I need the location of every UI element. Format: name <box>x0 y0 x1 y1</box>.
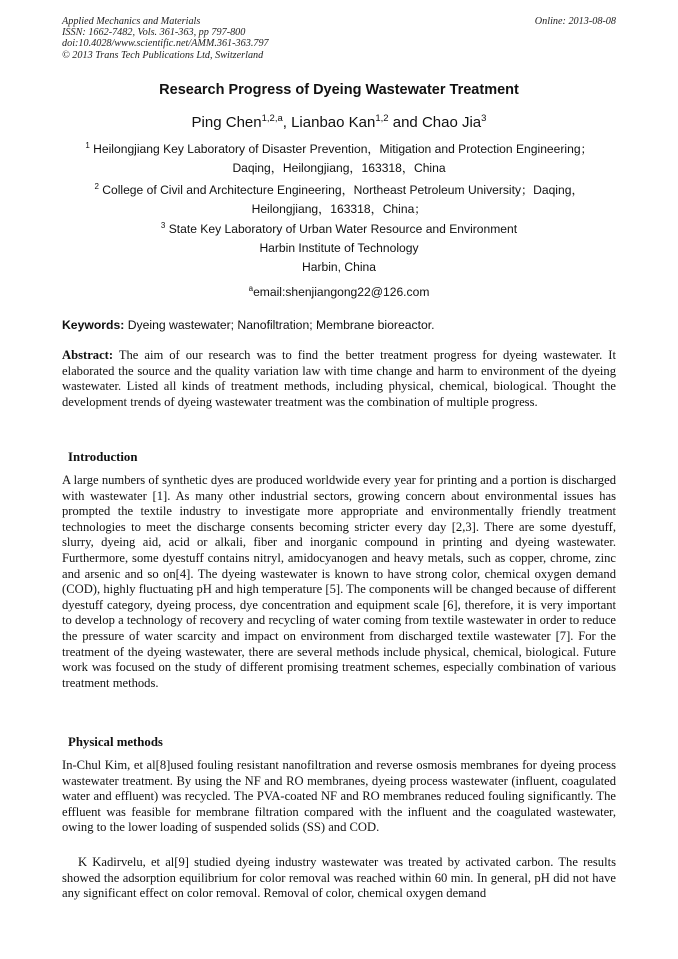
abstract-text: The aim of our research was to find the better treatment progress for dyeing wastewater. It elaborated the source and the quality variation law with time change and harm to environment of the dyeing wastewater. Listed all kinds of treatment methods, including physical, chemical, biological. Thought the development trends of dyeing wastewater treatment was the combination of multiple progress. <box>62 348 616 409</box>
author-separator: and <box>388 114 422 131</box>
affiliation-line: Heilongjiang，163318，China； <box>251 202 427 217</box>
section-heading-physical-methods: Physical methods <box>68 735 163 749</box>
affiliation-1 <box>62 136 616 178</box>
author-email: email:shenjiangong22@126.com <box>253 285 430 300</box>
physical-methods-paragraph-1: In-Chul Kim, et al[8]used fouling resistant nanofiltration and reverse osmosis membranes for dyeing process wastewater treatment. By using the NF and RO membranes, dyeing process wastewater (influent, coagulated water and effluent) was recycled. The PVA-coated NF and RO membranes reduced fouling significantly. The effluent was feasible for membrane filtration compared with the influent and the coagulated wastewater, owing to the lower loading of suspended solids (SS) and COD. <box>62 758 616 835</box>
affiliation-line <box>62 216 616 239</box>
affiliation-line <box>62 177 616 200</box>
journal-name: Applied Mechanics and Materials <box>62 16 201 27</box>
email-marker: a <box>248 284 254 294</box>
issn-line: ISSN: 1662-7482, Vols. 361-363, pp 797-800 <box>62 27 246 39</box>
journal-header <box>62 16 616 61</box>
affiliation-line: Harbin, China <box>302 260 376 275</box>
physical-methods-paragraph-2: K Kadirvelu, et al[9] studied dyeing industry wastewater was treated by activated carbon. The results showed the adsorption equilibrium for color removal was reached within 60 min. In general, pH did not have any significant effect on color removal. Removal of color, chemical oxygen demand <box>62 855 616 901</box>
affiliation-marker: 3 <box>160 221 166 230</box>
paper-title: Research Progress of Dyeing Wastewater Treatment <box>159 82 519 98</box>
copyright-line: © 2013 Trans Tech Publications Ltd, Switzerland <box>62 49 264 61</box>
affiliation-line <box>62 136 616 159</box>
author-name: Lianbao Kan <box>291 114 376 131</box>
affiliation-text: College of Civil and Architecture Engineering，Northeast Petroleum University；Daqing， <box>98 183 584 198</box>
affiliation-line: Daqing，Heilongjiang，163318，China <box>232 161 446 176</box>
author-name: Ping Chen <box>191 114 262 131</box>
affiliation-marker: 1 <box>85 141 90 150</box>
online-date: Online: 2013-08-08 <box>534 16 616 27</box>
keywords-label: Keywords: <box>62 318 125 332</box>
keywords-text: Dyeing wastewater; Nanofiltration; Membrane bioreactor. <box>124 318 435 332</box>
keywords <box>62 318 616 332</box>
section-heading-introduction: Introduction <box>68 450 138 464</box>
doi-line: doi:10.4028/www.scientific.net/AMM.361-363.797 <box>62 38 269 50</box>
abstract-label: Abstract: <box>62 348 114 362</box>
email-line <box>62 279 616 302</box>
author-list <box>62 113 616 131</box>
author-separator: , <box>282 114 292 131</box>
author-superscript: 1,2,a <box>261 113 283 124</box>
affiliation-text: State Key Laboratory of Urban Water Resource and Environment <box>165 222 518 237</box>
affiliation-2 <box>62 177 616 219</box>
author-name: Chao Jia <box>421 114 482 131</box>
affiliation-marker: 2 <box>94 182 99 191</box>
abstract-paragraph <box>62 348 616 410</box>
author-superscript: 3 <box>481 113 487 124</box>
affiliation-line: Harbin Institute of Technology <box>259 241 419 256</box>
affiliation-text: Heilongjiang Key Laboratory of Disaster Prevention，Mitigation and Protection Engineering； <box>89 142 593 157</box>
author-superscript: 1,2 <box>375 113 389 124</box>
affiliation-3 <box>62 216 616 302</box>
introduction-paragraph: A large numbers of synthetic dyes are produced worldwide every year for printing and a portion is discharged with wastewater [1]. As many other industrial sectors, growing concern about environmental issues has prompted the textile industry to investigate more appropriate and environmentally friendly treatment technologies to meet the discharge consents becoming stricter every day [2,3]. There are some dyestuff, slurry, dyeing aid, acid or alkali, fiber and inorganic compound in printing and dyeing wastewater. Furthermore, some dyestuff contains nitryl, amidocyanogen and heavy metals, such as copper, chrome, zinc and arsenic and so on[4]. The dyeing wastewater is known to have strong color, chemical oxygen demand (COD), highly fluctuating pH and high temperature [5]. The components will be changed because of different dyestuff category, dyeing process, dye concentration and equipment scale [6], therefore, it is very important to develop a technology of recovery and recycling of water coming from textile wastewater in order to reduce the pressure of water scarcity and impact on environment from discharged textile wastewater [7]. For the treatment of the dyeing wastewater, there are several methods include physical, chemical, biological. Future work was focused on the study of different promising treatment schemes, especially combination of various treatment methods. <box>62 473 616 690</box>
